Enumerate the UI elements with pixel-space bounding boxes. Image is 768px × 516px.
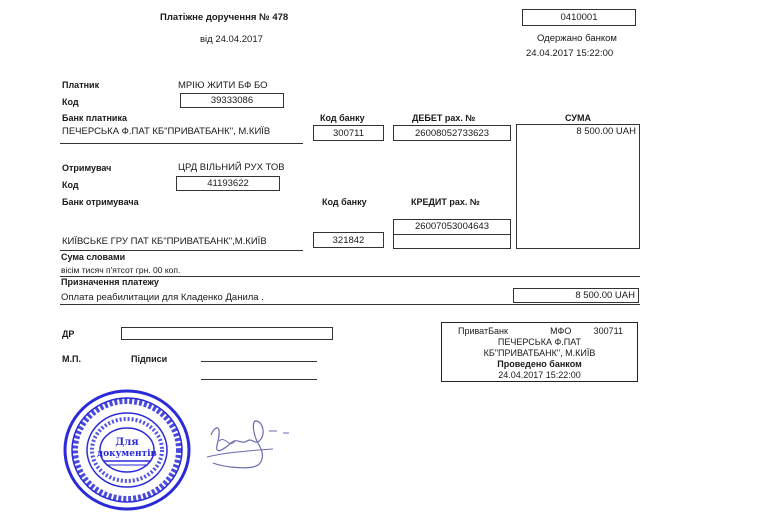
payer-bank-underline [60,143,303,144]
recipient-bank-name: КИЇВСЬКЕ ГРУ ПАТ КБ"ПРИВАТБАНК",М.КИЇВ [62,236,267,247]
debit-account-label: ДЕБЕТ рах. № [412,113,476,123]
stamp-line-2: ПЕЧЕРСЬКА Ф.ПАТ [497,337,582,347]
amount-value: 8 500.00 UAH [576,126,636,137]
stamp-line-4: Проведено банком [497,359,582,369]
dr-field [121,327,333,340]
amount-words-value: вісім тисяч п'ятсот грн. 00 коп. [61,265,181,275]
mp-label: М.П. [62,354,81,364]
signature-line-1 [201,361,317,362]
debit-account-box [393,125,511,141]
recipient-name: ЦРД ВІЛЬНИЙ РУХ ТОВ [178,162,285,173]
stamp-mfo-label: МФО [550,326,572,336]
amount-words-label: Сума словами [61,252,126,262]
payer-code-label: Код [62,97,79,107]
signatures-label: Підписи [131,354,168,364]
credit-account: 26007053004643 [415,221,489,232]
form-code-box [522,9,636,26]
payer-code-box [180,93,284,108]
payer-code: 39333086 [210,95,254,106]
purpose-underline [60,304,640,305]
svg-text:документів: документів [97,449,157,459]
credit-account-box [393,219,511,235]
purpose-amount: 8 500.00 UAH [575,290,635,301]
credit-account-empty-box [393,234,511,249]
purpose-label: Призначення платежу [61,277,159,287]
recipient-label: Отримувач [62,163,112,173]
recipient-bank-label: Банк отримувача [62,197,139,207]
amount-label: СУМА [565,113,591,123]
recipient-code-label: Код [62,180,79,190]
payer-bank-label: Банк платника [62,113,127,123]
received-label: Одержано банком [537,33,617,44]
stamp-bank: ПриватБанк [458,326,508,336]
recipient-code-box [176,176,280,191]
recipient-bank-code-label: Код банку [322,197,367,207]
payer-label: Платник [62,80,100,90]
payer-name: МРІЮ ЖИТИ БФ БО [178,80,268,91]
credit-account-label: КРЕДИТ рах. № [411,197,480,207]
document-title: Платіжне доручення № 478 [160,12,289,23]
stamp-line-5: 24.04.2017 15:22:00 [498,370,581,380]
bank-processed-stamp [441,322,638,382]
recipient-bank-code-box [313,232,384,248]
recipient-bank-underline [60,250,303,251]
debit-account: 26008052733623 [415,127,489,139]
purpose-value: Оплата реабилитации для Кладенко Данила . [61,292,264,303]
payer-bank-code-box [313,125,384,141]
purpose-amount-box [513,288,639,303]
received-datetime: 24.04.2017 15:22:00 [526,48,614,59]
recipient-code: 41193622 [207,178,249,189]
signature-line-2 [201,379,317,380]
signature-icon [203,415,293,480]
bank-seal-icon [62,388,192,512]
stamp-line-3: КБ"ПРИВАТБАНК", М.КИЇВ [483,348,596,358]
document-date: від 24.04.2017 [200,34,263,45]
stamp-mfo: 300711 [593,326,623,336]
dr-label: ДР [62,329,75,339]
svg-text:Для: Для [115,437,139,448]
amount-box [516,124,640,249]
payer-bank-code-label: Код банку [320,113,365,123]
payer-bank-code: 300711 [333,127,364,139]
form-code: 0410001 [560,12,598,23]
recipient-bank-code: 321842 [332,234,365,246]
payer-bank-name: ПЕЧЕРСЬКА Ф.ПАТ КБ"ПРИВАТБАНК", М.КИЇВ [62,126,271,137]
